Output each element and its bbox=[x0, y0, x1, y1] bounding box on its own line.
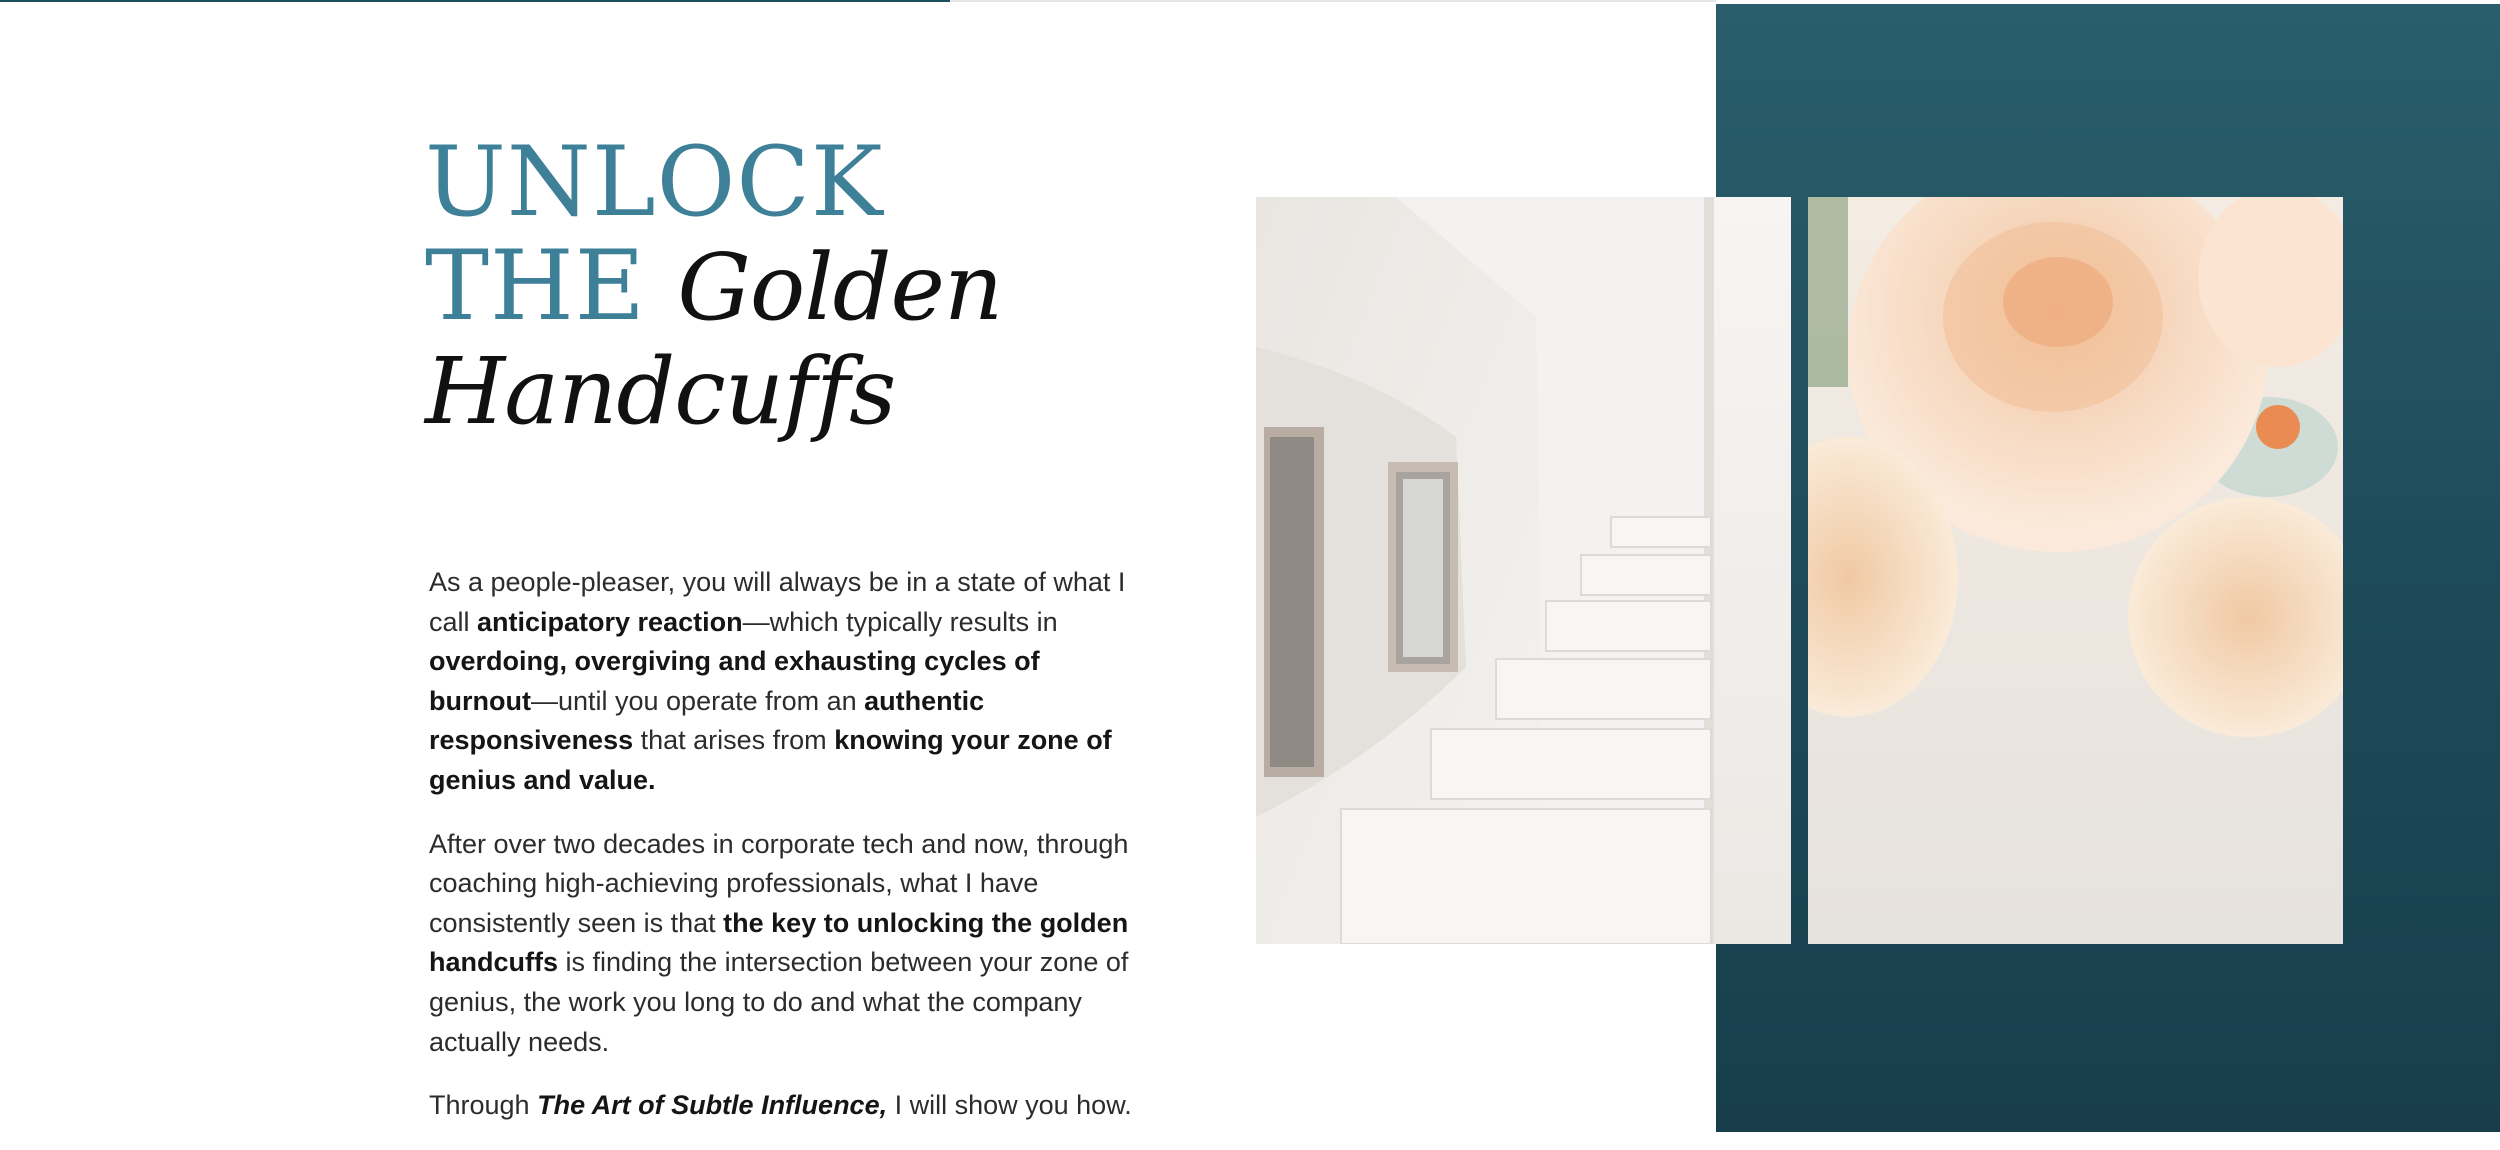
paragraph-segment: The Art of Subtle Influence, bbox=[537, 1090, 888, 1121]
paragraph-2 bbox=[429, 825, 1149, 1063]
top-progress-track bbox=[950, 0, 1716, 2]
headline-line-2-caps: THE bbox=[425, 230, 646, 342]
headline-line-2-italic: Golden bbox=[677, 234, 1003, 341]
paragraph-segment: authentic responsiveness bbox=[429, 685, 985, 756]
roses-photo bbox=[1808, 197, 2343, 944]
paragraph-segment: is finding the intersection between your zone of genius, the work you long to do and what the company actually needs. bbox=[429, 947, 1129, 1057]
staircase-illustration bbox=[1256, 197, 1791, 944]
paragraph-3 bbox=[429, 1086, 1149, 1126]
top-progress-bar bbox=[0, 0, 950, 2]
hero-headline bbox=[425, 126, 1003, 445]
paragraph-segment: the key to unlocking the golden handcuffs bbox=[429, 907, 1129, 978]
paragraph-segment: Through bbox=[429, 1090, 538, 1121]
paragraph-segment: I will show you how. bbox=[887, 1090, 1132, 1121]
paragraph-segment: As a people-pleaser, you will always be in a state of what I call bbox=[429, 567, 1126, 637]
paragraph-segment: knowing your zone of genius and value. bbox=[429, 725, 1112, 795]
staircase-photo bbox=[1256, 197, 1791, 944]
paragraph-1 bbox=[429, 563, 1149, 801]
paragraph-segment: After over two decades in corporate tech and now, through coaching high-achieving professionals, what I have consistently seen is that bbox=[429, 828, 1129, 938]
headline-line-3: Handcuffs bbox=[425, 338, 896, 445]
paragraph-segment: that arises from bbox=[633, 725, 835, 756]
paragraph-segment: anticipatory reaction bbox=[477, 606, 743, 637]
roses-illustration bbox=[1808, 197, 2343, 944]
paragraph-segment: —until you operate from an bbox=[530, 685, 865, 716]
paragraph-segment: overdoing, overgiving and exhausting cycles of burnout bbox=[429, 646, 1040, 716]
paragraph-segment: —which typically results in bbox=[742, 606, 1058, 637]
body-copy bbox=[429, 563, 1149, 1150]
headline-line-2 bbox=[425, 230, 1003, 342]
headline-line-1: UNLOCK bbox=[425, 126, 884, 238]
